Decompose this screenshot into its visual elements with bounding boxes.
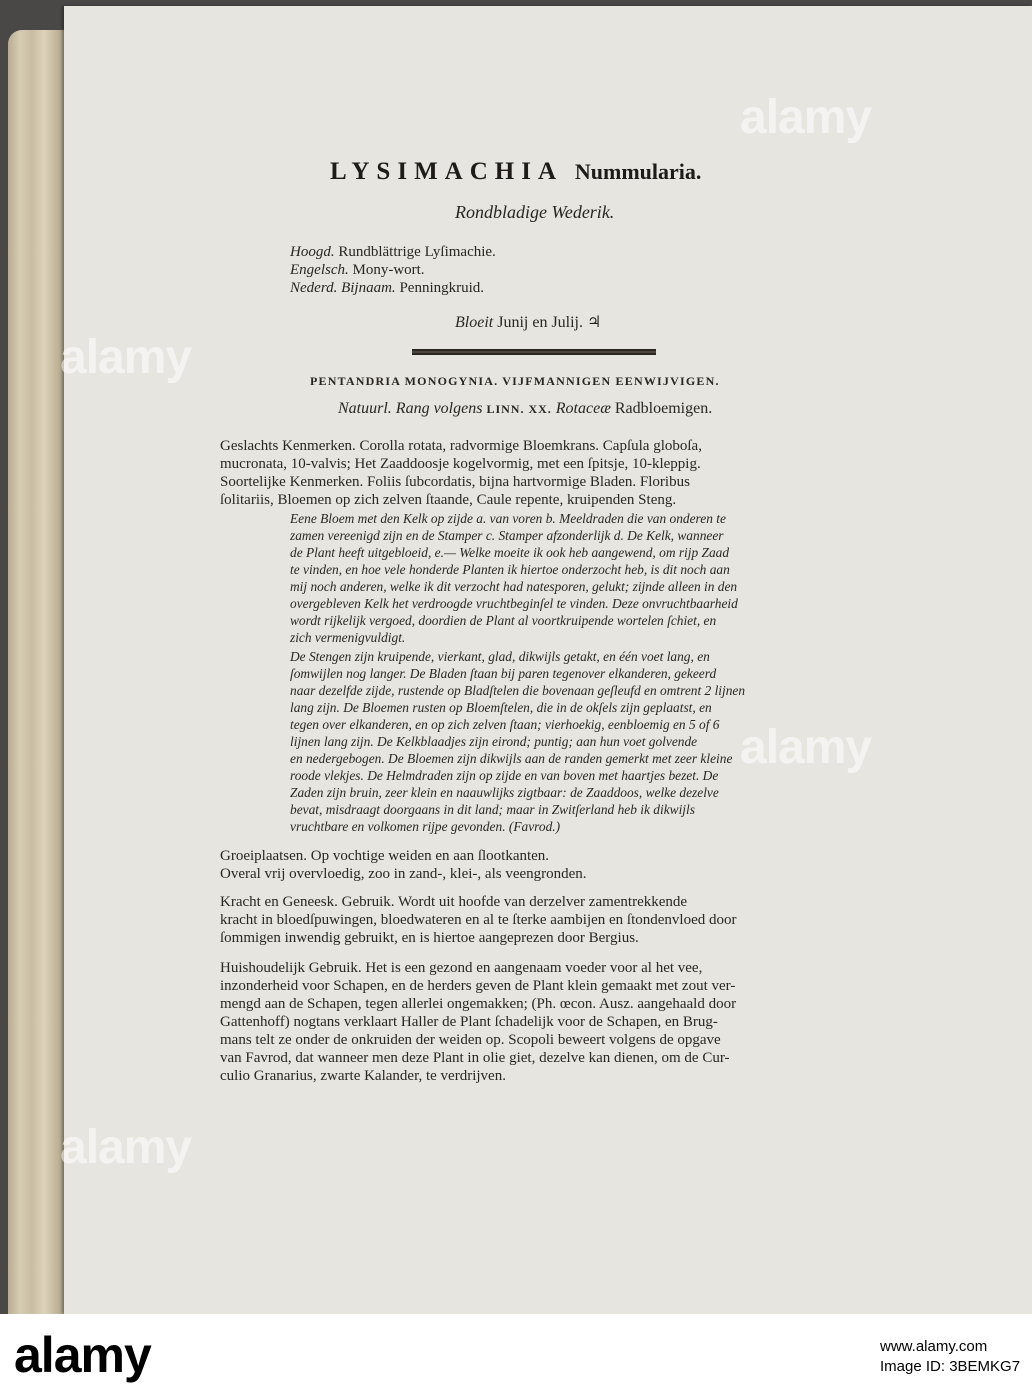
stengen-line: bevat, misdraagt doorgaans in dit land; maar in Zwitſerland heb ik dikwijls <box>290 802 695 817</box>
book-page-edges <box>8 30 68 1314</box>
soort-line: ſolitariis, Bloemen op zich zelven ſtaande, Caule repente, kruipenden Steng. <box>220 492 677 508</box>
bloem-line: overgebleven Kelk het verdroogde vruchtbeginſel te vinden. Deze onvruchtbaarheid <box>290 596 738 611</box>
huis-line: inzonderheid voor Schapen, en de herders geven de Plant klein gemaakt met zout ver- <box>220 978 736 994</box>
stengen-line: naar dezelfde zijde, rustende op Bladſtelen die bovenaan geſleufd en omtrent 2 lijnen <box>290 683 746 698</box>
page-title: LYSIMACHIA Nummularia. <box>330 158 702 185</box>
geslacht-line: mucronata, 10-valvis; Het Zaaddoosje kogelvormig, met een ſpitsje, 10-kleppig. <box>220 456 701 472</box>
bloem-line: te vinden, en hoe vele honderde Planten ik hiertoe onderzocht heb, is dit noch aan <box>290 562 730 577</box>
huis-line: Huishoudelijk Gebruik. Het is een gezond en aangenaam voeder voor al het vee, <box>220 960 703 976</box>
bloem-line: mij noch anderen, welke ik dit verzocht had natesporen, gelukt; zijnde alleen in den <box>290 579 738 594</box>
stengen-line: roode vlekjes. De Helmdraden zijn op zijde en van boven met haartjes bezet. De <box>290 768 719 783</box>
bloem-line: wordt rijkelijk vergoed, doordien de Plant al voortkruipende wortelen ſchiet, en <box>290 613 717 628</box>
stengen-line: tegen over elkanderen, en op zich zelven ſtaan; vierhoekig, eenbloemig en 5 of 6 <box>290 717 720 732</box>
watermark-logo-overlay: alamy <box>60 331 192 384</box>
kracht-line: Kracht en Geneesk. Gebruik. Wordt uit hoofde van derzelver zamentrekkende <box>220 894 688 910</box>
huis-line: van Favrod, dat wanneer men deze Plant in olie giet, dezelve kan dienen, om de Cur- <box>220 1050 730 1066</box>
huis-line: mengd aan de Schapen, tegen allerlei ongemakken; (Ph. œcon. Ausz. aangehaald door <box>220 996 737 1012</box>
stengen-line: lijnen lang zijn. De Kelkblaadjes zijn eirond; puntig; aan hun voet golvende <box>290 734 698 749</box>
huis-line: culio Granarius, zwarte Kalander, te verdrijven. <box>220 1068 506 1084</box>
watermark-logo-overlay: alamy <box>740 721 872 774</box>
stengen-line: ſomwijlen nog langer. De Bladen ſtaan bij paren tegenover elkanderen, gekeerd <box>290 666 717 681</box>
synonym-line: Engelsch. Mony-wort. <box>290 262 425 278</box>
perennial-symbol: ♃ <box>587 314 602 331</box>
classification: PENTANDRIA MONOGYNIA. VIJFMANNIGEN EENWIJVIGEN. <box>310 374 720 388</box>
subtitle: Rondbladige Wederik. <box>455 202 615 222</box>
stengen-line: De Stengen zijn kruipende, vierkant, glad, dikwijls getakt, en één voet lang, en <box>290 649 710 664</box>
alamy-logo: alamy <box>14 1327 151 1383</box>
groei-line: Overal vrij overvloedig, zoo in zand-, klei-, als veengronden. <box>220 866 587 882</box>
bloei-line: Bloeit Junij en Julij. ♃ <box>455 314 602 331</box>
stengen-line: Zaden zijn bruin, zeer klein en naauwlijks zigtbaar: de Zaaddoos, welke dezelve <box>290 785 719 800</box>
bloem-line: zamen vereenigd zijn en de Stamper c. Stamper afzonderlijk d. De Kelk, wanneer <box>290 528 724 543</box>
soort-line: Soortelijke Kenmerken. Foliis ſubcordatis, bijna hartvormige Bladen. Floribus <box>220 474 690 490</box>
stengen-line: vruchtbare en volkomen rijpe gevonden. (Favrod.) <box>290 819 561 834</box>
natural-rank: Natuurl. Rang volgens LINN. XX. Rotaceæ Radbloemigen. <box>338 400 713 417</box>
kracht-line: kracht in bloedſpuwingen, bloedwateren en al te ſterke aambijen en ſtondenvloed door <box>220 912 737 928</box>
huis-line: mans telt ze onder de onkruiden der weiden op. Scopoli beweert volgens de opgave <box>220 1032 721 1048</box>
watermark-url: www.alamy.com <box>880 1338 988 1355</box>
bloem-line: de Plant heeft uitgebloeid, e.— Welke moeite ik ook heb aangewend, om rijp Zaad <box>290 545 730 560</box>
synonym-line: Hoogd. Rundblättrige Lyſimachie. <box>290 244 496 260</box>
bloem-line: zich vermenigvuldigt. <box>290 630 406 645</box>
kracht-line: ſommigen inwendig gebruikt, en is hiertoe aangeprezen door Bergius. <box>220 930 639 946</box>
watermark-logo-overlay: alamy <box>60 1121 192 1174</box>
watermark-footer <box>0 1314 1032 1390</box>
bloem-line: Eene Bloem met den Kelk op zijde a. van voren b. Meeldraden die van onderen te <box>290 511 726 526</box>
huis-line: Gattenhoff) nogtans verklaart Haller de Plant ſchadelijk voor de Schapen, en Brug- <box>220 1014 718 1030</box>
watermark-image-id: Image ID: 3BEMKG7 <box>880 1358 1021 1375</box>
geslacht-line: Geslachts Kenmerken. Corolla rotata, radvormige Bloemkrans. Capſula globoſa, <box>220 438 702 454</box>
stengen-line: lang zijn. De Bloemen rusten op Bloemſtelen, die in de okſels zijn geplaatst, en <box>290 700 712 715</box>
groei-line: Groeiplaatsen. Op vochtige weiden en aan ſlootkanten. <box>220 848 550 864</box>
title-species: Nummularia. <box>574 159 702 184</box>
stengen-line: en nedergebogen. De Bloemen zijn dikwijls aan de randen gemerkt met zeer kleine <box>290 751 733 766</box>
watermark-logo-overlay: alamy <box>740 91 872 144</box>
synonym-line: Nederd. Bijnaam. Penningkruid. <box>290 280 485 296</box>
ornamental-rule <box>412 349 656 355</box>
